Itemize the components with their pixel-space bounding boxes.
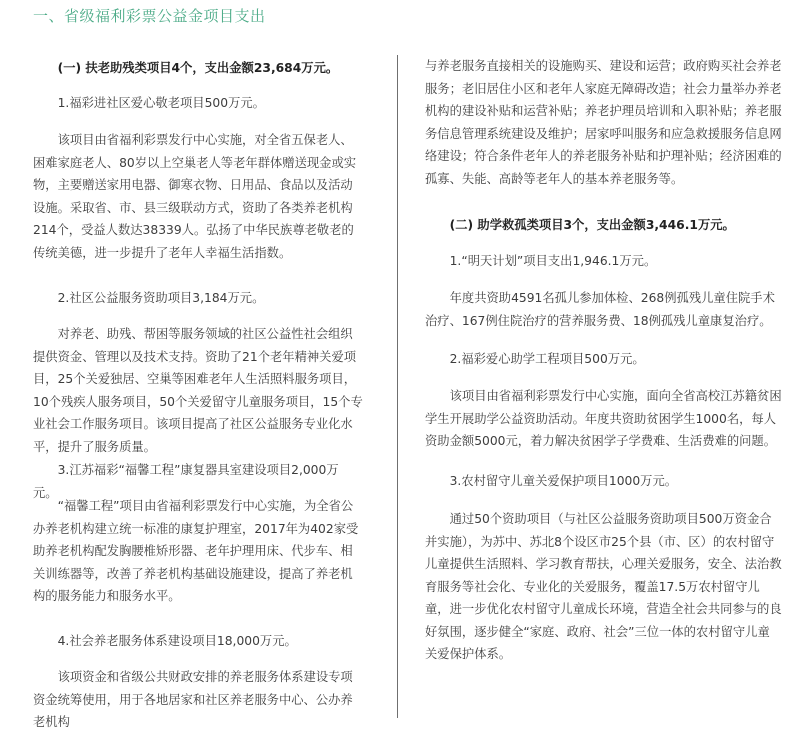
page-heading: 一、省级福利彩票公益金项目支出 — [33, 7, 266, 25]
section-1-title: (一) 扶老助残类项目4个，支出金额23,684万元。 — [57, 61, 339, 75]
section-2-item-3-title: 3.农村留守儿童关爱保护项目1000万元。 — [449, 474, 678, 488]
section-2-item-2-title: 2.福彩爱心助学工程项目500万元。 — [449, 352, 645, 366]
section-2-title: (二) 助学救孤类项目3个，支出金额3,446.1万元。 — [449, 218, 735, 232]
item-1-body: 该项目由省福利彩票发行中心实施，对全省五保老人、困难家庭老人、80岁以上空巢老人等老年群体赠送现金或实物，主要赠送家用电器、御寒衣物、日用品、食品以及活动设施。采取省、市、县三级联动方式，资助了各类养老机构214个，受益人数达38339人。弘扬了中华民族尊老敬老的传统美德，进一步提升了老年人幸福生活指数。 — [33, 133, 357, 260]
item-3-title: 3.江苏福彩“福馨工程”康复器具室建设项目2,000万元。 — [33, 463, 339, 500]
item-4-title: 4.社会养老服务体系建设项目18,000万元。 — [57, 634, 297, 648]
column-divider — [397, 55, 398, 718]
item-2-title: 2.社区公益服务资助项目3,184万元。 — [57, 291, 265, 305]
item-2-body: 对养老、助残、帮困等服务领域的社区公益性社会组织提供资金、管理以及技术支持。资助了21个老年精神关爱项目，25个关爱独居、空巢等困难老年人生活照料服务项目，10个残疾人服务项目，50个关爱留守儿童服务项目，15个专业社会工作服务项目。该项目提高了社区公益服务专业化水平，提升了服务质量。 — [33, 327, 363, 454]
item-4-continued: 与养老服务直接相关的设施购买、建设和运营；政府购买社会养老服务；老旧居住小区和老年人家庭无障碍改造；社会力量举办养老机构的建设补贴和运营补贴；养老护理员培训和入职补贴；养老服务信息管理系统建设及维护；居家呼叫服务和应急救援服务信息网络建设；符合条件老年人的养老服务补贴和护理补贴；经济困难的孤寡、失能、高龄等老年人的基本养老服务等。 — [425, 59, 782, 186]
item-4-body: 该项资金和省级公共财政安排的养老服务体系建设专项资金统筹使用，用于各地居家和社区养老服务中心、公办养老机构 — [33, 670, 353, 729]
section-2-item-3-body: 通过50个资助项目（与社区公益服务资助项目500万资金合并实施），为苏中、苏北8个设区市25个县（市、区）的农村留守儿童提供生活照料、学习教育帮扶，心理关爱服务，安全、法治教育服务等社会化、专业化的关爱服务，覆盖17.5万农村留守儿童，进一步优化农村留守儿童成长环境，营造全社会共同参与的良好氛围，逐步健全“家庭、政府、社会”三位一体的农村留守儿童关爱保护体系。 — [425, 512, 782, 661]
section-2-item-1-title: 1.“明天计划”项目支出1,946.1万元。 — [449, 254, 657, 268]
section-2-item-2-body: 该项目由省福利彩票发行中心实施，面向全省高校江苏籍贫困学生开展助学公益资助活动。年度共资助贫困学生1000名，每人资助金额5000元，着力解决贫困学子学费难、生活费难的问题。 — [425, 389, 782, 448]
item-3-body: “福馨工程”项目由省福利彩票发行中心实施，为全省公办养老机构建立统一标准的康复护理室，2017年为402家受助养老机构配发胸腰椎矫形器、老年护理用床、代步车、相关训练器等，改善了养老机构基础设施建设，提高了养老机构的服务能力和服务水平。 — [33, 499, 359, 603]
section-2-item-1-body: 年度共资助4591名孤儿参加体检、268例孤残儿童住院手术治疗、167例住院治疗的营养服务费、18例孤残儿童康复治疗。 — [425, 291, 775, 328]
item-1-title: 1.福彩进社区爱心敬老项目500万元。 — [57, 96, 265, 110]
